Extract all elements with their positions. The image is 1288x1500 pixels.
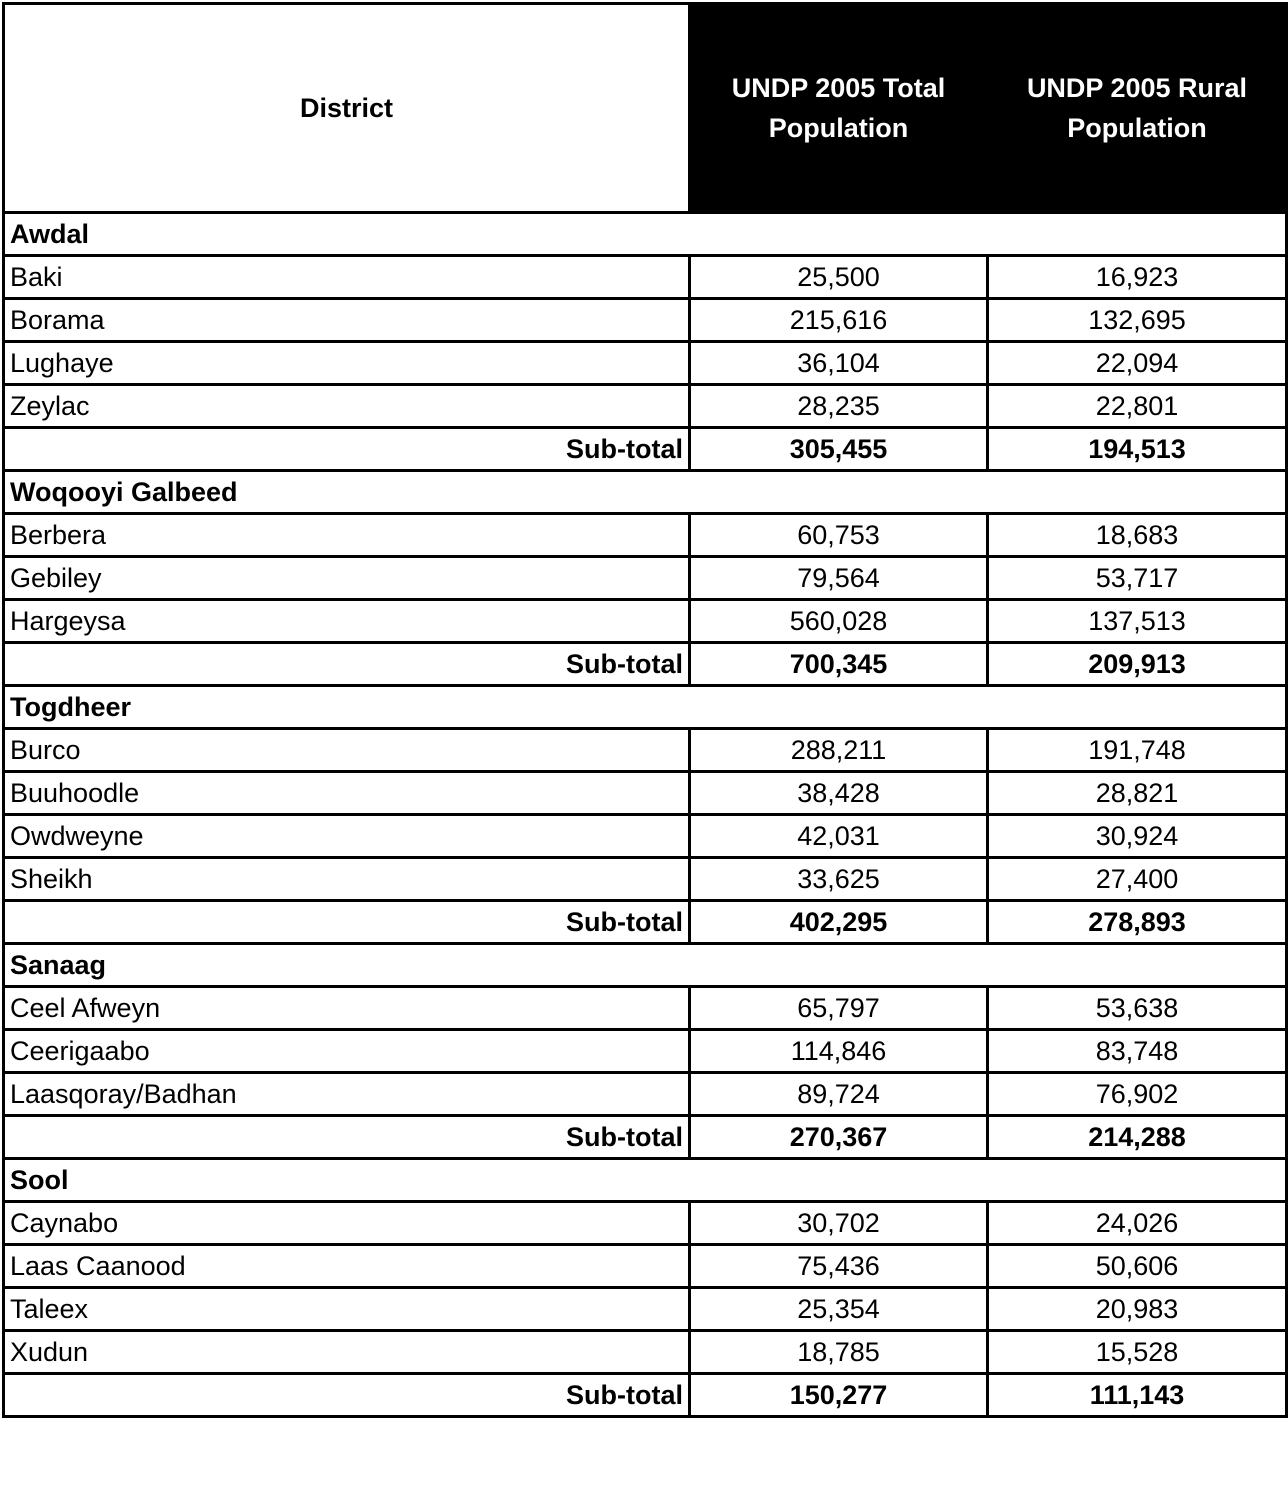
district-name-cell: Zeylac	[4, 385, 690, 428]
table-row	[4, 772, 1287, 815]
subtotal-total-cell: 305,455	[690, 428, 988, 471]
rural-population-cell: 28,821	[988, 772, 1287, 815]
district-name-cell: Buuhoodle	[4, 772, 690, 815]
table-row	[4, 987, 1287, 1030]
region-name: Woqooyi Galbeed	[4, 471, 1287, 514]
district-name-cell: Hargeysa	[4, 600, 690, 643]
district-name-cell: Caynabo	[4, 1202, 690, 1245]
table-row	[4, 557, 1287, 600]
subtotal-rural-cell: 209,913	[988, 643, 1287, 686]
population-table	[2, 2, 1288, 1418]
total-population-cell: 89,724	[690, 1073, 988, 1116]
table-row	[4, 1073, 1287, 1116]
table-row	[4, 514, 1287, 557]
subtotal-label: Sub-total	[4, 428, 690, 471]
region-header-row	[4, 944, 1287, 987]
subtotal-label: Sub-total	[4, 643, 690, 686]
subtotal-total-cell: 150,277	[690, 1374, 988, 1417]
rural-population-cell: 24,026	[988, 1202, 1287, 1245]
subtotal-label: Sub-total	[4, 901, 690, 944]
table-row	[4, 342, 1287, 385]
rural-population-cell: 50,606	[988, 1245, 1287, 1288]
header-row	[4, 4, 1287, 213]
district-name-cell: Baki	[4, 256, 690, 299]
subtotal-row	[4, 1374, 1287, 1417]
total-population-cell: 60,753	[690, 514, 988, 557]
district-name-cell: Taleex	[4, 1288, 690, 1331]
table-row	[4, 1288, 1287, 1331]
region-header-row	[4, 471, 1287, 514]
table-row	[4, 299, 1287, 342]
total-population-cell: 75,436	[690, 1245, 988, 1288]
district-name-cell: Ceerigaabo	[4, 1030, 690, 1073]
total-population-cell: 28,235	[690, 385, 988, 428]
rural-population-cell: 53,638	[988, 987, 1287, 1030]
district-name-cell: Owdweyne	[4, 815, 690, 858]
district-name-cell: Gebiley	[4, 557, 690, 600]
rural-population-cell: 27,400	[988, 858, 1287, 901]
total-population-cell: 560,028	[690, 600, 988, 643]
table-row	[4, 1331, 1287, 1374]
subtotal-label: Sub-total	[4, 1374, 690, 1417]
district-name-cell: Sheikh	[4, 858, 690, 901]
subtotal-total-cell: 402,295	[690, 901, 988, 944]
table-row	[4, 815, 1287, 858]
total-population-cell: 38,428	[690, 772, 988, 815]
region-name: Sanaag	[4, 944, 1287, 987]
total-population-cell: 288,211	[690, 729, 988, 772]
table-row	[4, 858, 1287, 901]
table-row	[4, 600, 1287, 643]
total-population-cell: 42,031	[690, 815, 988, 858]
subtotal-rural-cell: 278,893	[988, 901, 1287, 944]
district-column-header: District	[4, 4, 690, 213]
district-name-cell: Borama	[4, 299, 690, 342]
region-name: Sool	[4, 1159, 1287, 1202]
rural-population-cell: 132,695	[988, 299, 1287, 342]
region-header-row	[4, 213, 1287, 256]
table-row	[4, 729, 1287, 772]
table-row	[4, 385, 1287, 428]
rural-population-cell: 20,983	[988, 1288, 1287, 1331]
region-header-row	[4, 1159, 1287, 1202]
subtotal-row	[4, 1116, 1287, 1159]
table-row	[4, 256, 1287, 299]
subtotal-rural-cell: 194,513	[988, 428, 1287, 471]
rural-population-cell: 16,923	[988, 256, 1287, 299]
district-name-cell: Ceel Afweyn	[4, 987, 690, 1030]
total-population-cell: 25,354	[690, 1288, 988, 1331]
table-row	[4, 1245, 1287, 1288]
region-name: Togdheer	[4, 686, 1287, 729]
table-row	[4, 1030, 1287, 1073]
rural-population-cell: 191,748	[988, 729, 1287, 772]
total-population-cell: 36,104	[690, 342, 988, 385]
district-name-cell: Xudun	[4, 1331, 690, 1374]
table-body	[4, 213, 1287, 1417]
total-population-cell: 114,846	[690, 1030, 988, 1073]
subtotal-rural-cell: 111,143	[988, 1374, 1287, 1417]
rural-population-cell: 83,748	[988, 1030, 1287, 1073]
region-header-row	[4, 686, 1287, 729]
subtotal-rural-cell: 214,288	[988, 1116, 1287, 1159]
subtotal-row	[4, 428, 1287, 471]
rural-population-cell: 22,801	[988, 385, 1287, 428]
total-population-cell: 30,702	[690, 1202, 988, 1245]
subtotal-row	[4, 901, 1287, 944]
total-population-cell: 18,785	[690, 1331, 988, 1374]
subtotal-total-cell: 270,367	[690, 1116, 988, 1159]
total-population-cell: 79,564	[690, 557, 988, 600]
total-population-cell: 65,797	[690, 987, 988, 1030]
subtotal-label: Sub-total	[4, 1116, 690, 1159]
district-name-cell: Laasqoray/Badhan	[4, 1073, 690, 1116]
rural-population-cell: 30,924	[988, 815, 1287, 858]
district-name-cell: Laas Caanood	[4, 1245, 690, 1288]
rural-population-cell: 18,683	[988, 514, 1287, 557]
table-row	[4, 1202, 1287, 1245]
total-population-column-header: UNDP 2005 Total Population	[690, 4, 988, 213]
district-name-cell: Lughaye	[4, 342, 690, 385]
region-name: Awdal	[4, 213, 1287, 256]
rural-population-cell: 22,094	[988, 342, 1287, 385]
total-population-cell: 25,500	[690, 256, 988, 299]
rural-population-cell: 76,902	[988, 1073, 1287, 1116]
rural-population-cell: 53,717	[988, 557, 1287, 600]
subtotal-total-cell: 700,345	[690, 643, 988, 686]
rural-population-cell: 137,513	[988, 600, 1287, 643]
subtotal-row	[4, 643, 1287, 686]
total-population-cell: 33,625	[690, 858, 988, 901]
rural-population-cell: 15,528	[988, 1331, 1287, 1374]
district-name-cell: Berbera	[4, 514, 690, 557]
rural-population-column-header: UNDP 2005 Rural Population	[988, 4, 1287, 213]
district-name-cell: Burco	[4, 729, 690, 772]
total-population-cell: 215,616	[690, 299, 988, 342]
